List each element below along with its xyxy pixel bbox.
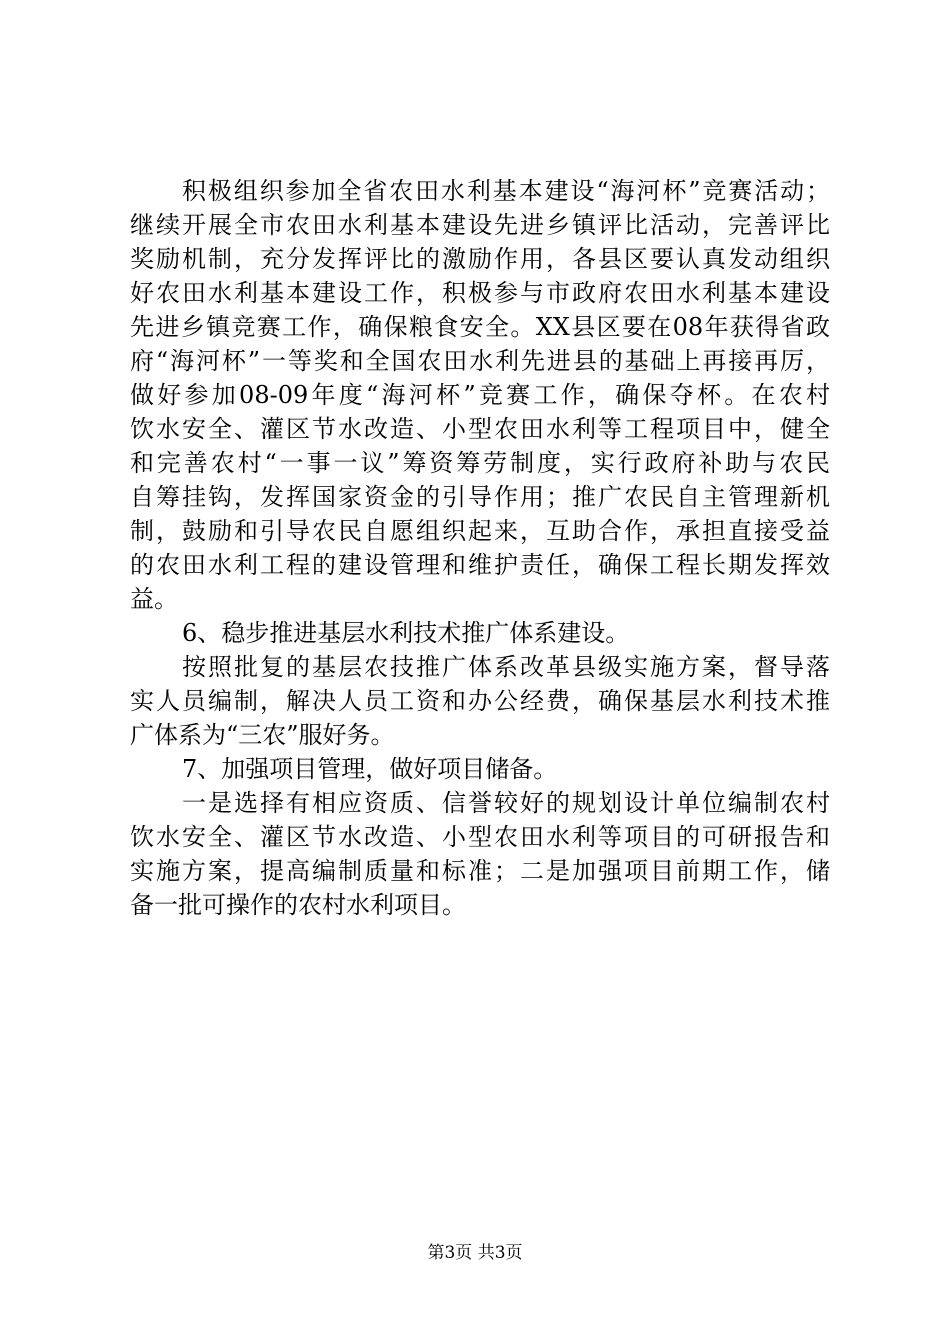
paragraph-line: 按照批复的基层农技推广体系改革县级实施方案，督导落 [182, 653, 830, 681]
paragraph-line: 饮水安全、灌区节水改造、小型农田水利等项目的可研报告和 [130, 823, 830, 851]
paragraph-line: 实人员编制，解决人员工资和办公经费，确保基层水利技术推 [130, 687, 830, 715]
paragraph-line: 的农田水利工程的建设管理和维护责任，确保工程长期发挥效 [130, 551, 830, 579]
paragraph-line: 饮水安全、灌区节水改造、小型农田水利等工程项目中，健全 [130, 415, 830, 443]
paragraph-line: 积极组织参加全省农田水利基本建设“海河杯”竞赛活动； [182, 177, 830, 205]
paragraph-line: 奖励机制，充分发挥评比的激励作用，各县区要认真发动组织 [130, 245, 830, 273]
paragraph-line: 好农田水利基本建设工作，积极参与市政府农田水利基本建设 [130, 279, 830, 307]
paragraph-line: 制，鼓励和引导农民自愿组织起来，互助合作，承担直接受益 [130, 517, 830, 545]
paragraph-line: 备一批可操作的农村水利项目。 [130, 891, 466, 919]
section-heading: 7、加强项目管理，做好项目储备。 [182, 755, 558, 783]
page-number-footer: 第3页 共3页 [427, 1243, 523, 1263]
paragraph-line: 做好参加08-09年度“海河杯”竞赛工作，确保夺杯。在农村 [130, 381, 830, 409]
paragraph-line: 和完善农村“一事一议”筹资筹劳制度，实行政府补助与农民 [130, 449, 830, 477]
paragraph-line: 自筹挂钩，发挥国家资金的引导作用；推广农民自主管理新机 [130, 483, 830, 511]
section-heading: 6、稳步推进基层水利技术推广体系建设。 [182, 619, 630, 647]
paragraph-line: 一是选择有相应资质、信誉较好的规划设计单位编制农村 [182, 789, 830, 817]
paragraph-line: 继续开展全市农田水利基本建设先进乡镇评比活动，完善评比 [130, 211, 830, 239]
paragraph-line: 益。 [130, 585, 178, 613]
paragraph-line: 广体系为“三农”服好务。 [130, 721, 395, 749]
paragraph-line: 先进乡镇竞赛工作，确保粮食安全。XX县区要在08年获得省政 [130, 313, 830, 341]
paragraph-line: 实施方案，提高编制质量和标准；二是加强项目前期工作，储 [130, 857, 830, 885]
paragraph-line: 府“海河杯”一等奖和全国农田水利先进县的基础上再接再厉， [130, 347, 830, 375]
